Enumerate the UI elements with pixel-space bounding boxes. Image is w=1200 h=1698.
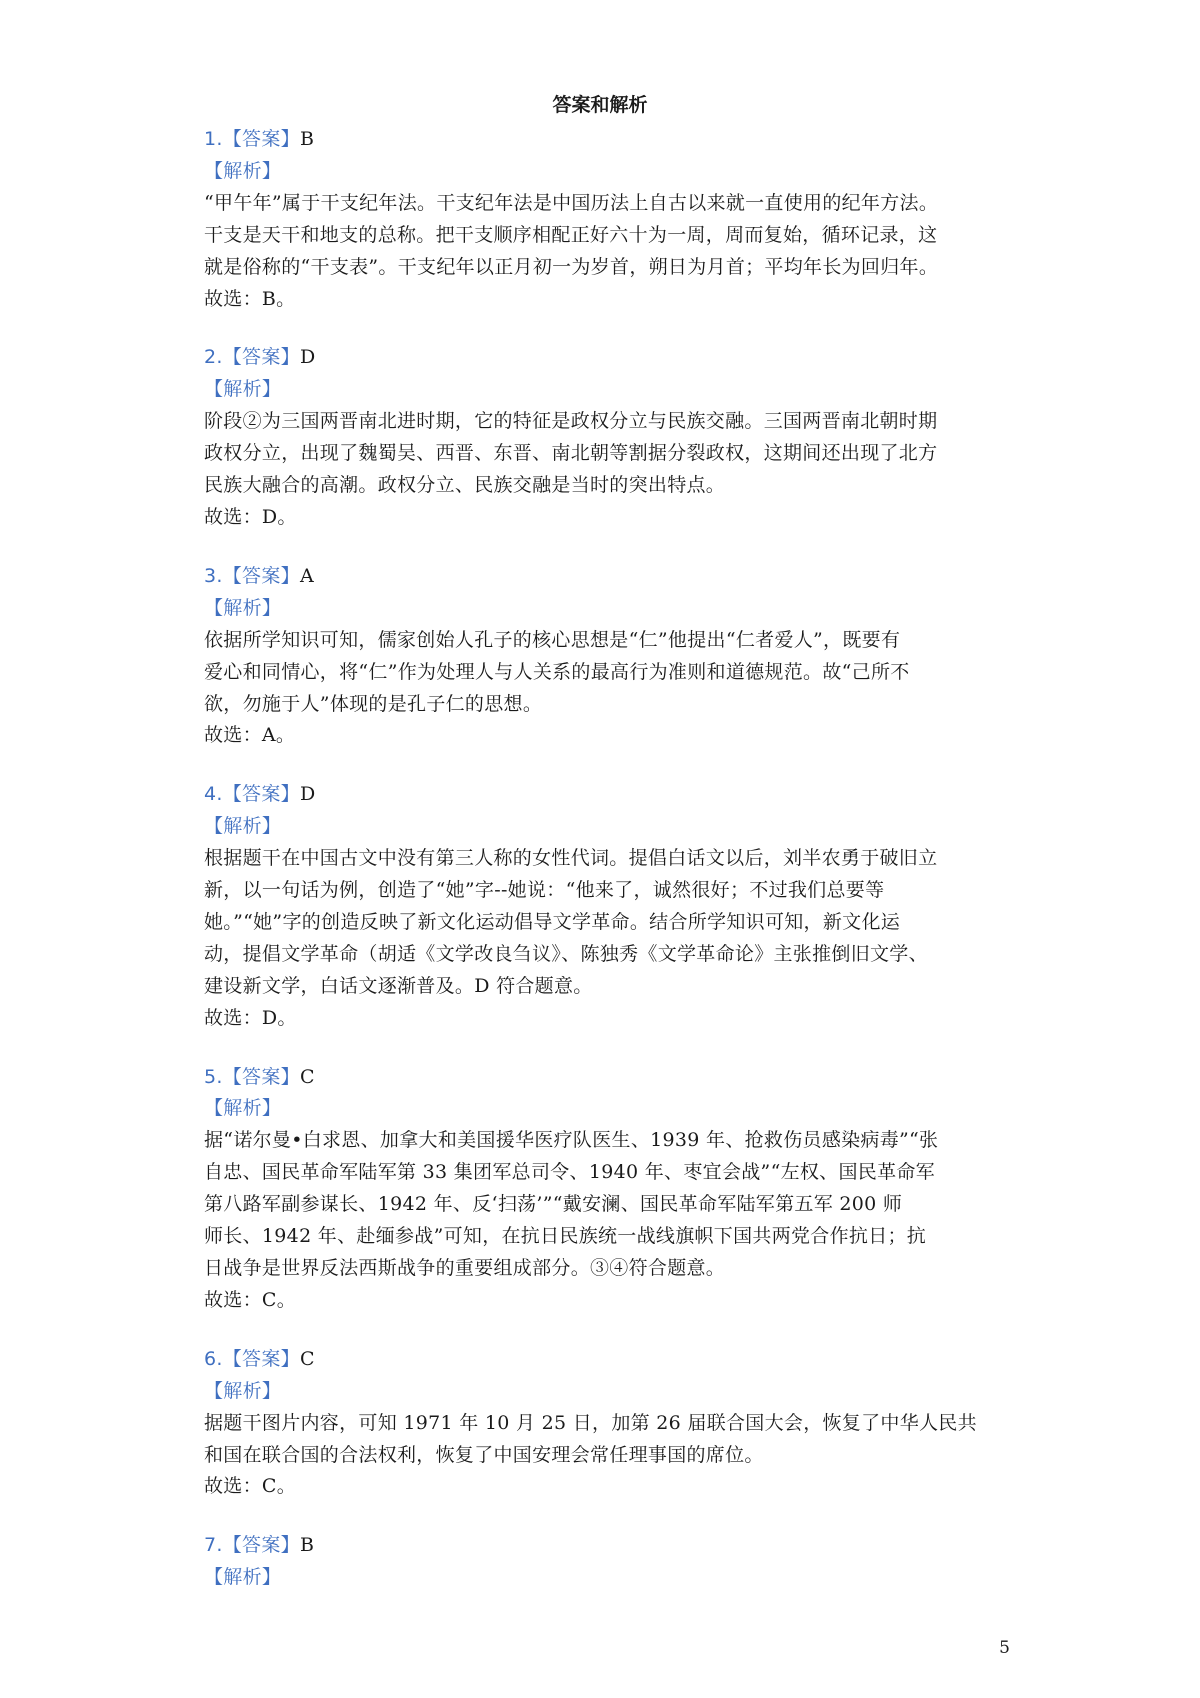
analysis-text-line: 依据所学知识可知，儒家创始人孔子的核心思想是“仁”他提出“仁者爱人”，既要有: [204, 628, 901, 651]
answer-label: 【答案】: [222, 564, 300, 587]
analysis-text-line: 就是俗称的“干支表”。干支纪年以正月初一为岁首，朔日为月首；平均年长为回归年。: [204, 255, 939, 278]
answer-label: 【答案】: [222, 1065, 300, 1088]
analysis-text-line: 师长、1942 年、赴缅参战”可知，在抗日民族统一战线旗帜下国共两党合作抗日；抗: [204, 1225, 927, 1248]
answer-line: [204, 1344, 1024, 1376]
analysis-text-line: “甲午年”属于干支纪年法。干支纪年法是中国历法上自古以来就一直使用的纪年方法。: [204, 191, 939, 214]
analysis-text-line: 建设新文学，白话文逐渐普及。D 符合题意。: [204, 974, 593, 997]
question-number: 6.: [204, 1347, 223, 1370]
analysis-text-line: 民族大融合的高潮。政权分立、民族交融是当时的突出特点。: [204, 474, 726, 497]
answer-label: 【答案】: [222, 128, 300, 150]
answer-line: [204, 1530, 1024, 1562]
page-number: 5: [999, 1638, 1010, 1658]
answer-line: [204, 561, 1024, 593]
analysis-text-line: 干支是天干和地支的总称。把干支顺序相配正好六十为一周，周而复始，循环记录，这: [204, 223, 938, 246]
question-number: 5.: [204, 1065, 223, 1088]
conclusion-line: 故选：C。: [204, 1288, 297, 1311]
analysis-text-line: 欲，勿施于人”体现的是孔子仁的思想。: [204, 692, 543, 715]
analysis-text-line: 据“诺尔曼•白求恩、加拿大和美国援华医疗队医生、1939 年、抢救伤员感染病毒”“张: [204, 1129, 939, 1152]
answer-list: [204, 124, 1024, 1621]
answer-line: [204, 1062, 1024, 1094]
analysis-label: 【解析】: [204, 1097, 282, 1120]
conclusion-line: 故选：A。: [204, 724, 296, 747]
analysis-text-line: 新，以一句话为例，创造了“她”字--她说：“他来了，诚然很好；不过我们总要等: [204, 879, 885, 902]
page-title: 答案和解析: [552, 94, 648, 116]
analysis-label: 【解析】: [204, 1379, 282, 1402]
conclusion-line: 故选：D。: [204, 1006, 297, 1029]
answer-label: 【答案】: [222, 346, 300, 369]
analysis-text-line: 她。”“她”字的创造反映了新文化运动倡导文学革命。结合所学知识可知，新文化运: [204, 910, 901, 933]
answer-item: [204, 1530, 1024, 1594]
analysis-text-line: 自忠、国民革命军陆军第 33 集团军总司令、1940 年、枣宜会战”“左权、国民革命军: [204, 1161, 935, 1184]
question-number: 7.: [204, 1534, 223, 1557]
answer-item: [204, 1344, 1024, 1504]
question-number: 3.: [204, 564, 223, 587]
analysis-text-line: 日战争是世界反法西斯战争的重要组成部分。③④符合题意。: [204, 1257, 726, 1279]
analysis-label: 【解析】: [204, 1566, 282, 1589]
analysis-label: 【解析】: [204, 596, 282, 619]
answer-item: [204, 342, 1024, 533]
answer-value: B: [299, 1534, 315, 1557]
analysis-text-line: 据题干图片内容，可知 1971 年 10 月 25 日，加第 26 届联合国大会，恢复了中华人民共: [204, 1411, 977, 1434]
answer-value: D: [299, 346, 316, 369]
answer-line: [204, 342, 1024, 374]
answer-label: 【答案】: [222, 783, 300, 806]
analysis-label: 【解析】: [204, 378, 282, 401]
analysis-text-line: 动，提倡文学革命（胡适《文学改良刍议》、陈独秀《文学革命论》主张推倒旧文学、: [204, 942, 928, 965]
answer-value: C: [299, 1347, 315, 1370]
question-number: 2.: [204, 346, 223, 369]
answer-label: 【答案】: [222, 1347, 300, 1370]
analysis-text-line: 爱心和同情心，将“仁”作为处理人与人关系的最高行为准则和道德规范。故“己所不: [204, 660, 910, 683]
answer-line: [204, 779, 1024, 811]
analysis-label: 【解析】: [204, 815, 282, 838]
question-number: 4.: [204, 783, 223, 806]
analysis-label: 【解析】: [204, 159, 282, 182]
analysis-text-line: 和国在联合国的合法权利，恢复了中国安理会常任理事国的席位。: [204, 1443, 764, 1466]
conclusion-line: 故选：B。: [204, 287, 296, 310]
answer-item: [204, 124, 1024, 315]
answer-value: A: [299, 564, 314, 587]
analysis-text-line: 第八路军副参谋长、1942 年、反‘扫荡’”“戴安澜、国民革命军陆军第五军 200 师: [204, 1193, 903, 1216]
answer-label: 【答案】: [222, 1534, 300, 1557]
analysis-text-line: 政权分立，出现了魏蜀吴、西晋、东晋、南北朝等割据分裂政权，这期间还出现了北方: [204, 442, 938, 465]
answer-item: [204, 1062, 1024, 1317]
question-number: 1.: [204, 128, 223, 150]
answer-value: B: [299, 128, 315, 150]
answer-value: C: [299, 1065, 315, 1088]
answer-line: [204, 124, 1024, 156]
answer-item: [204, 561, 1024, 752]
answer-value: D: [299, 783, 316, 806]
analysis-text-line: 根据题干在中国古文中没有第三人称的女性代词。提倡白话文以后，刘半农勇于破旧立: [204, 847, 938, 870]
conclusion-line: 故选：D。: [204, 505, 297, 528]
conclusion-line: 故选：C。: [204, 1475, 297, 1498]
analysis-text-line: 阶段②为三国两晋南北进时期，它的特征是政权分立与民族交融。三国两晋南北朝时期: [204, 410, 938, 433]
answer-item: [204, 779, 1024, 1034]
